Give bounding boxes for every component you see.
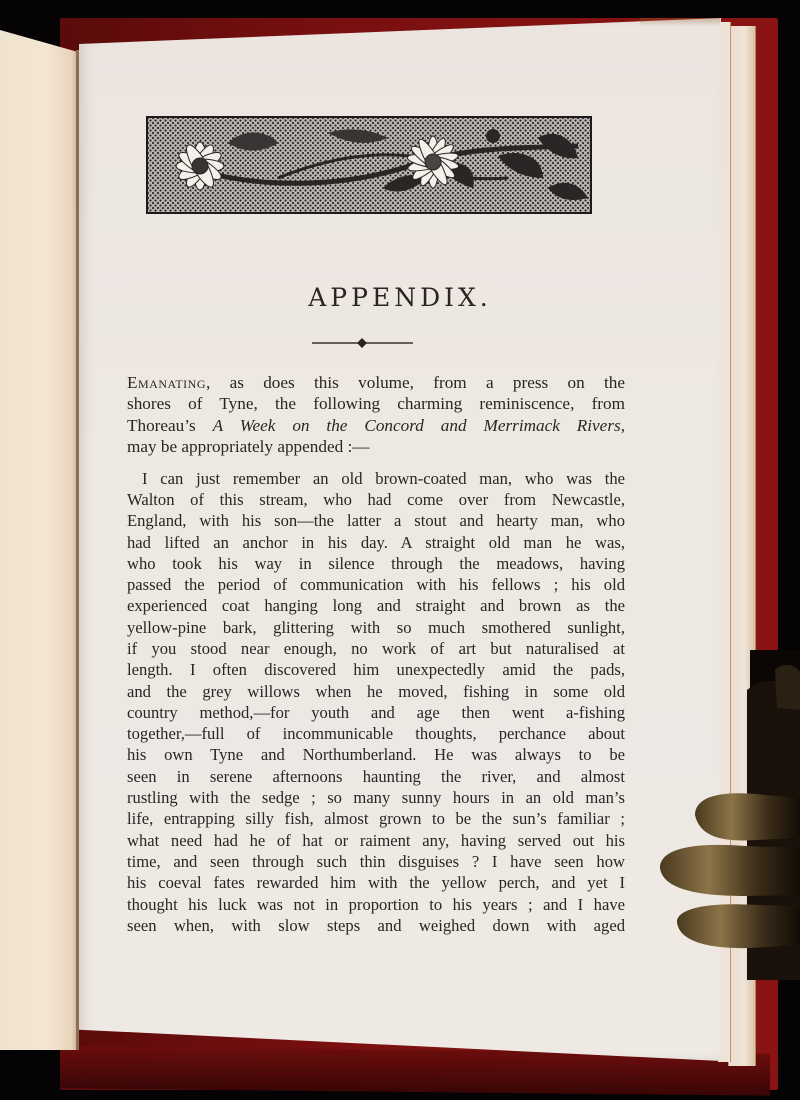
drop-word: Emanating (127, 373, 206, 392)
text-line: Walton of this stream, who had come over from Newcastle, (127, 489, 625, 509)
book-gutter (76, 50, 79, 1050)
text-line: I can just remember an old brown-coated man, who was the (142, 468, 625, 488)
floral-ornament-icon (148, 118, 592, 214)
text-line: length. I often discovered him unexpectedly amid the pads, (127, 660, 625, 680)
page-title: APPENDIX. (308, 283, 492, 312)
text-run: Thoreau’s (127, 415, 213, 435)
text-line: his own Tyne and Northumberland. He was always to be (127, 745, 625, 765)
left-facing-page (0, 30, 78, 1050)
text-line: country method,—for youth and age then went a-fishing (127, 702, 625, 722)
text-line: experienced coat hanging long and straight and brown as the (127, 596, 625, 616)
book-title-italic: A Week on the Concord and Merrimack Rivers (212, 415, 621, 435)
text-line: seen in serene afternoons haunting the river, and almost (127, 766, 625, 786)
text-line (127, 393, 625, 414)
text-line: life, entrapping silly fish, almost grown to be the sun’s familiar ; (127, 809, 625, 829)
text-line: had lifted an anchor in his day. A straight old man he was, (127, 532, 625, 552)
floral-headpiece-ornament (146, 116, 592, 214)
text-line: yellow-pine bark, glittering with so much smothered sunlight, (127, 617, 625, 637)
text-line: seen when, with slow steps and weighed down with aged (127, 915, 625, 935)
page-body-text (127, 372, 625, 936)
intro-paragraph (127, 372, 625, 458)
text-run: , (620, 415, 625, 435)
foxing-stain (640, 18, 720, 26)
text-line: England, with his son—the latter a stout and hearty man, who (127, 511, 625, 531)
text-line: passed the period of communication with his fellows ; his old (127, 575, 625, 595)
text-line: his coeval fates rewarded him with the yellow perch, and yet I (127, 873, 625, 893)
text-line: thought his luck was not in proportion to his years ; and I have (127, 894, 625, 914)
text-line: if you stood near enough, no work of art but naturalised at (127, 639, 625, 658)
text-run: may be appropriately appended :— (127, 437, 370, 457)
brass-hand-page-holder-icon (655, 650, 800, 980)
text-line: time, and seen through such thin disguises ? I have seen how (127, 851, 625, 871)
text-run: , as does this volume, from a press on the (206, 373, 625, 392)
text-line (127, 415, 625, 436)
text-line: together,—full of incommunicable thoughts, perchance about (127, 724, 625, 744)
quote-paragraph (127, 468, 625, 937)
text-run: shores of Tyne, the following charming reminiscence, from (127, 394, 625, 414)
text-line: who took his way in silence through the meadows, having (127, 553, 625, 573)
diamond-rule-divider-icon (310, 336, 415, 350)
text-line: and the grey willows when he moved, fishing in some old (127, 681, 625, 701)
text-line (127, 436, 625, 457)
text-line: what need had he of hat or raiment any, having served out his (127, 830, 625, 850)
text-line (127, 372, 625, 393)
text-line: rustling with the sedge ; so many sunny hours in an old man’s (127, 788, 625, 808)
